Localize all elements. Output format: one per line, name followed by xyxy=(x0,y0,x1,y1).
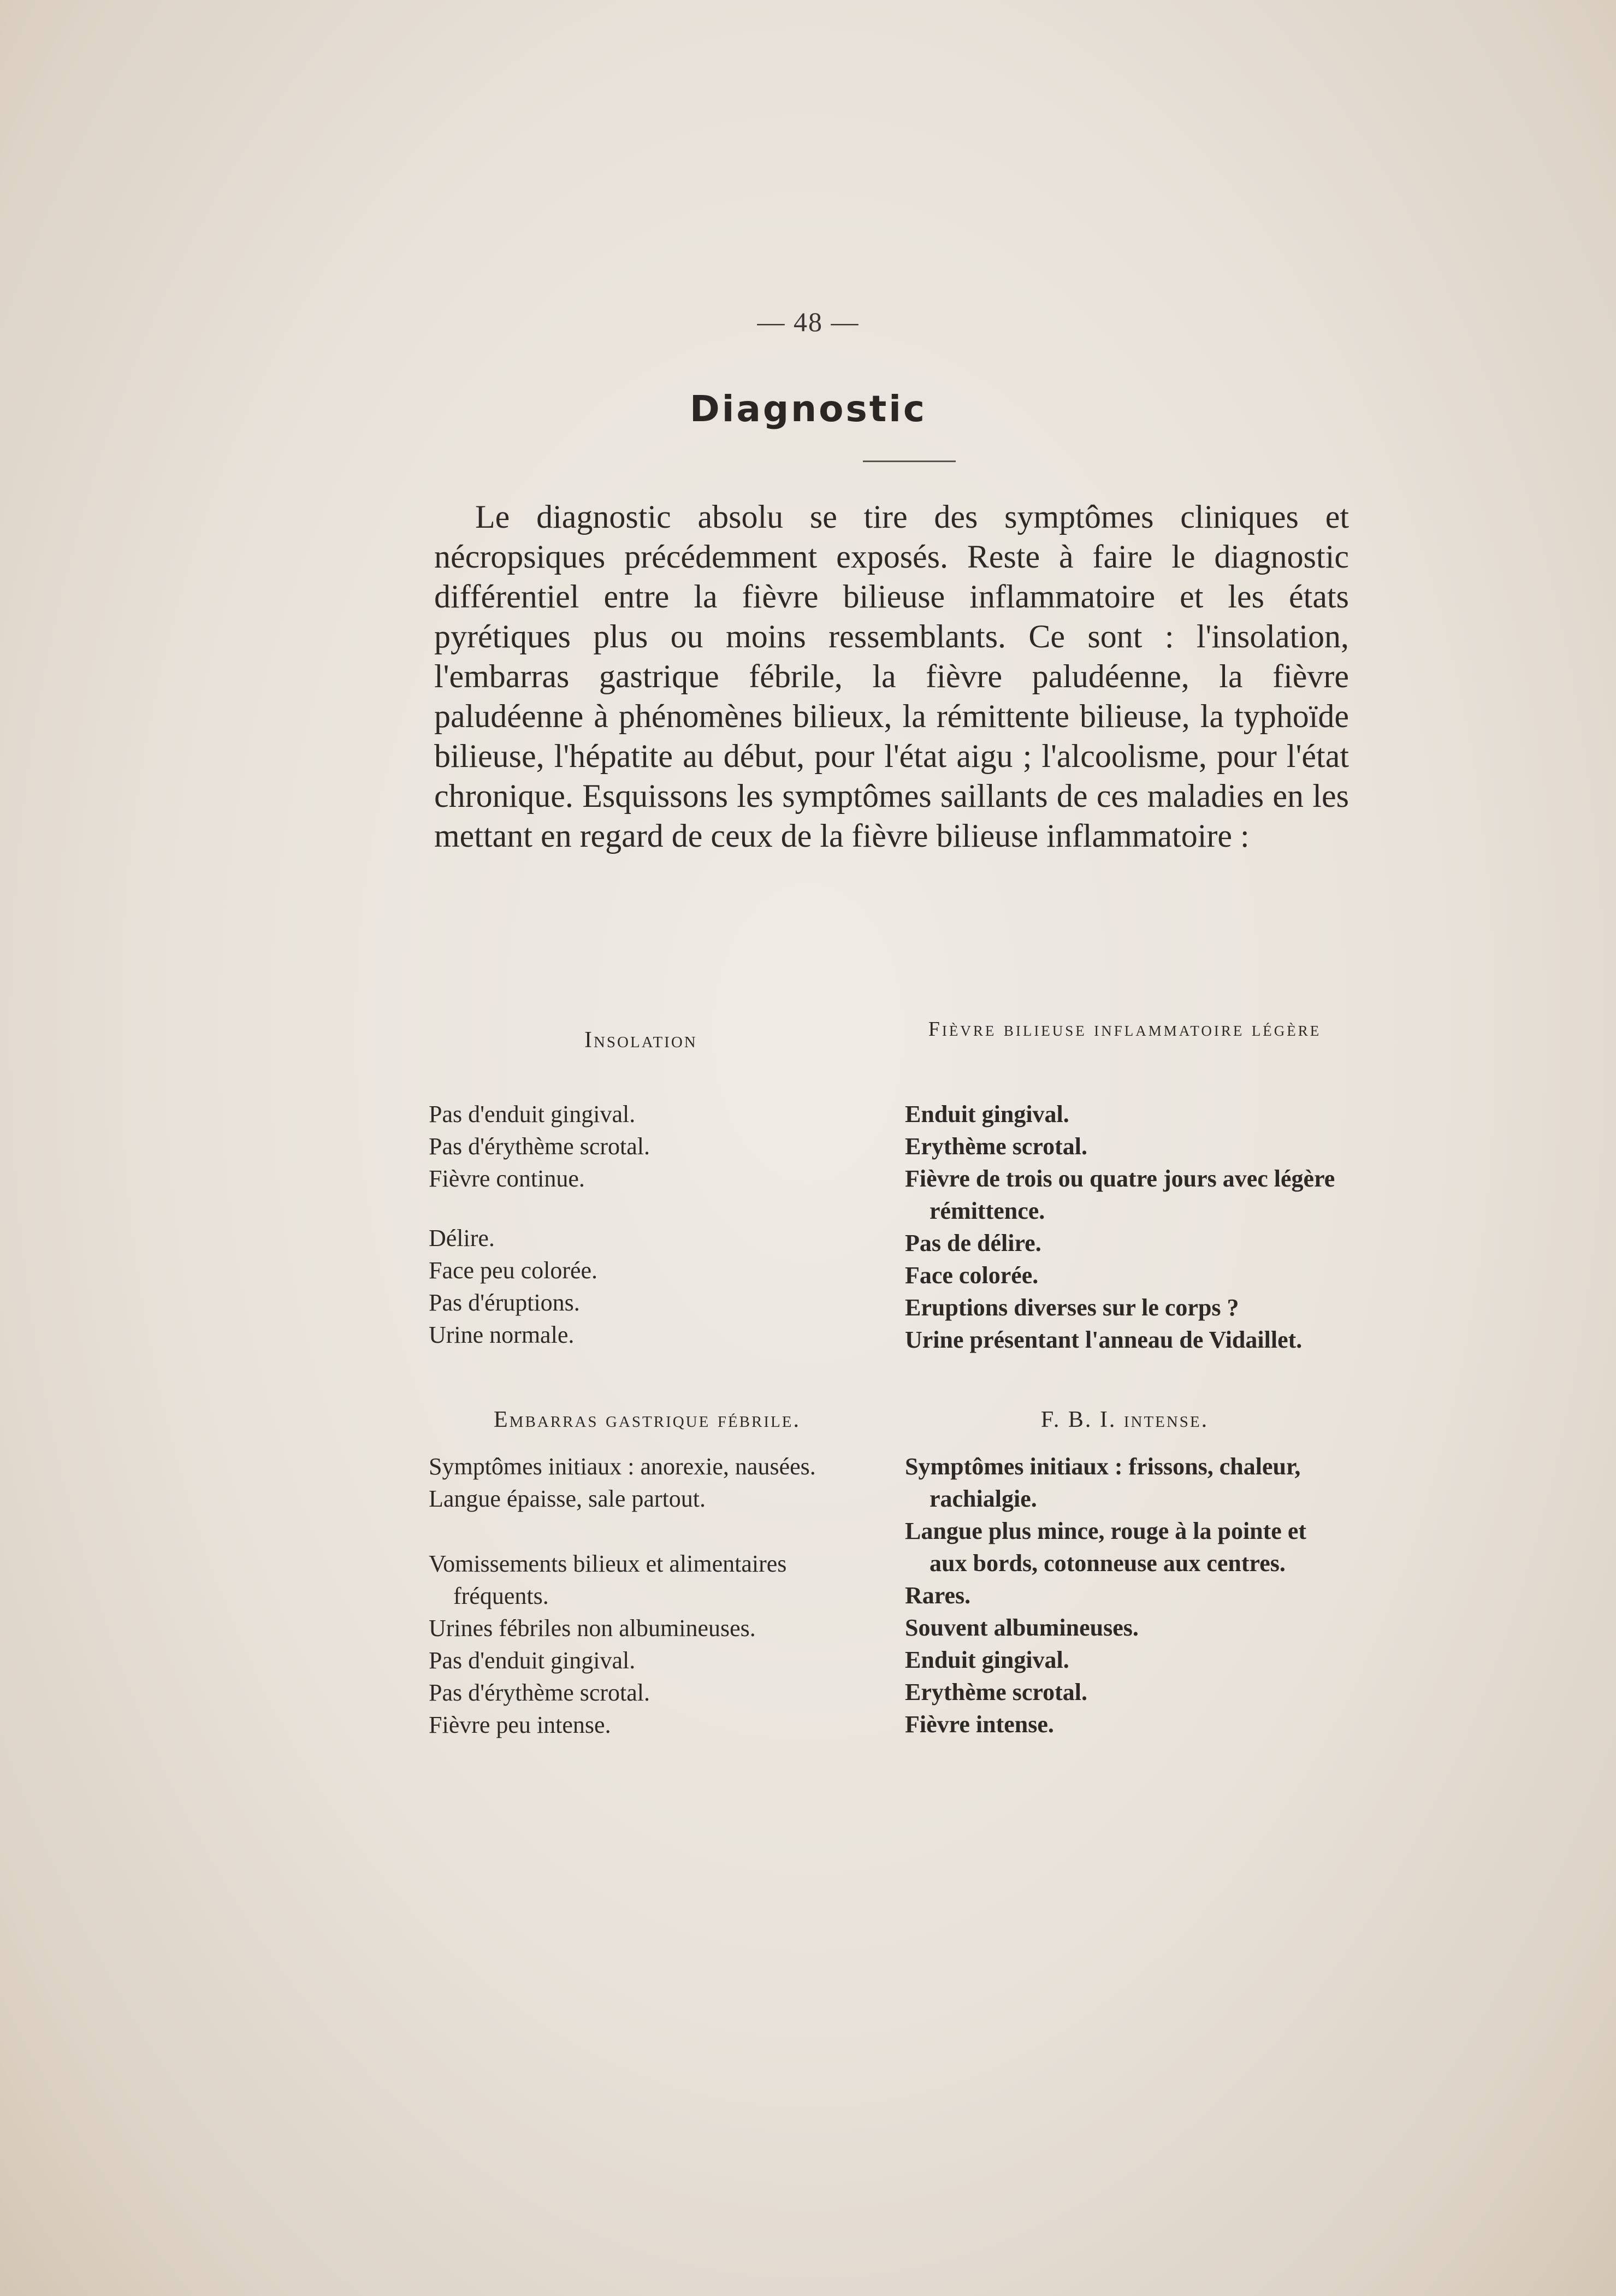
list-item: Pas d'enduit gingival. xyxy=(429,1101,636,1128)
intro-paragraph: Le diagnostic absolu se tire des symptômes cliniques et nécropsiques précédemment exposés. Reste à faire le diagnostic différentiel entre la fièvre bilieuse inflammatoire et les états pyrétiques plus ou moins ressemblants. Ce sont : l'insolation, l'embarras gastrique fébrile, la fièvre paludéenne, la fièvre paludéenne à phénomènes bilieux, la rémittente bilieuse, la typhoïde bilieuse, l'hépatite au début, pour l'état aigu ; l'alcoolisme, pour l'état chronique. Esquissons les symptômes saillants de ces maladies en les mettant en regard de ceux de la fièvre bilieuse inflammatoire : xyxy=(434,499,1349,854)
list-item: Erythème scrotal. xyxy=(905,1133,1087,1160)
list-item: Urine présentant l'anneau de Vidaillet. xyxy=(905,1326,1303,1353)
list-item: Pas d'enduit gingival. xyxy=(429,1647,636,1674)
fbi-intense-heading: F. B. I. intense. xyxy=(1040,1407,1209,1432)
spacer xyxy=(429,1515,866,1548)
title-underline xyxy=(863,461,956,462)
list-item: Enduit gingival. xyxy=(905,1101,1069,1128)
list-item: Fièvre continue. xyxy=(429,1165,585,1192)
insolation-heading: Insolation xyxy=(584,1028,697,1053)
fbi-legere-heading: Fièvre bilieuse inflammatoire légère xyxy=(928,1018,1322,1041)
fbi-legere-list xyxy=(905,1098,1345,1356)
list-item: Souvent albumineuses. xyxy=(905,1614,1139,1641)
list-item: Fièvre peu intense. xyxy=(429,1711,611,1738)
list-item: Symptômes initiaux : anorexie, nausées. xyxy=(429,1453,816,1480)
insolation-list xyxy=(429,1098,866,1351)
list-item: Langue plus mince, rouge à la pointe et aux bords, cotonneuse aux centres. xyxy=(905,1518,1307,1577)
page-number: — 48 — xyxy=(757,306,860,337)
section-title: Diagnostic xyxy=(689,388,927,430)
list-item: Vomissements bilieux et alimentaires fréquents. xyxy=(429,1550,787,1609)
list-item: Pas de délire. xyxy=(905,1230,1041,1256)
list-item: Délire. xyxy=(429,1225,495,1252)
list-item: Fièvre de trois ou quatre jours avec légère rémittence. xyxy=(905,1165,1335,1224)
list-item: Enduit gingival. xyxy=(905,1646,1069,1673)
list-item: Rares. xyxy=(905,1582,971,1609)
list-item: Erythème scrotal. xyxy=(905,1679,1087,1705)
list-item: Pas d'érythème scrotal. xyxy=(429,1133,650,1160)
embarras-column xyxy=(429,1407,866,1433)
list-item: Face peu colorée. xyxy=(429,1257,598,1284)
fbi-intense-list xyxy=(905,1450,1345,1740)
list-item: Fièvre intense. xyxy=(905,1711,1054,1738)
list-item: Symptômes initiaux : frissons, chaleur, rachialgie. xyxy=(905,1453,1301,1512)
list-item: Urines fébriles non albumineuses. xyxy=(429,1615,756,1642)
embarras-list xyxy=(429,1450,866,1741)
spacer xyxy=(429,1195,866,1222)
insolation-column xyxy=(429,1027,866,1053)
fbi-intense-column xyxy=(905,1407,1345,1433)
list-item: Eruptions diverses sur le corps ? xyxy=(905,1294,1239,1321)
list-item: Face colorée. xyxy=(905,1262,1039,1289)
list-item: Urine normale. xyxy=(429,1321,575,1348)
fbi-legere-column xyxy=(905,1015,1345,1043)
list-item: Pas d'éruptions. xyxy=(429,1289,580,1316)
list-item: Pas d'érythème scrotal. xyxy=(429,1679,650,1706)
list-item: Langue épaisse, sale partout. xyxy=(429,1485,706,1512)
embarras-heading: Embarras gastrique fébrile. xyxy=(494,1407,801,1432)
